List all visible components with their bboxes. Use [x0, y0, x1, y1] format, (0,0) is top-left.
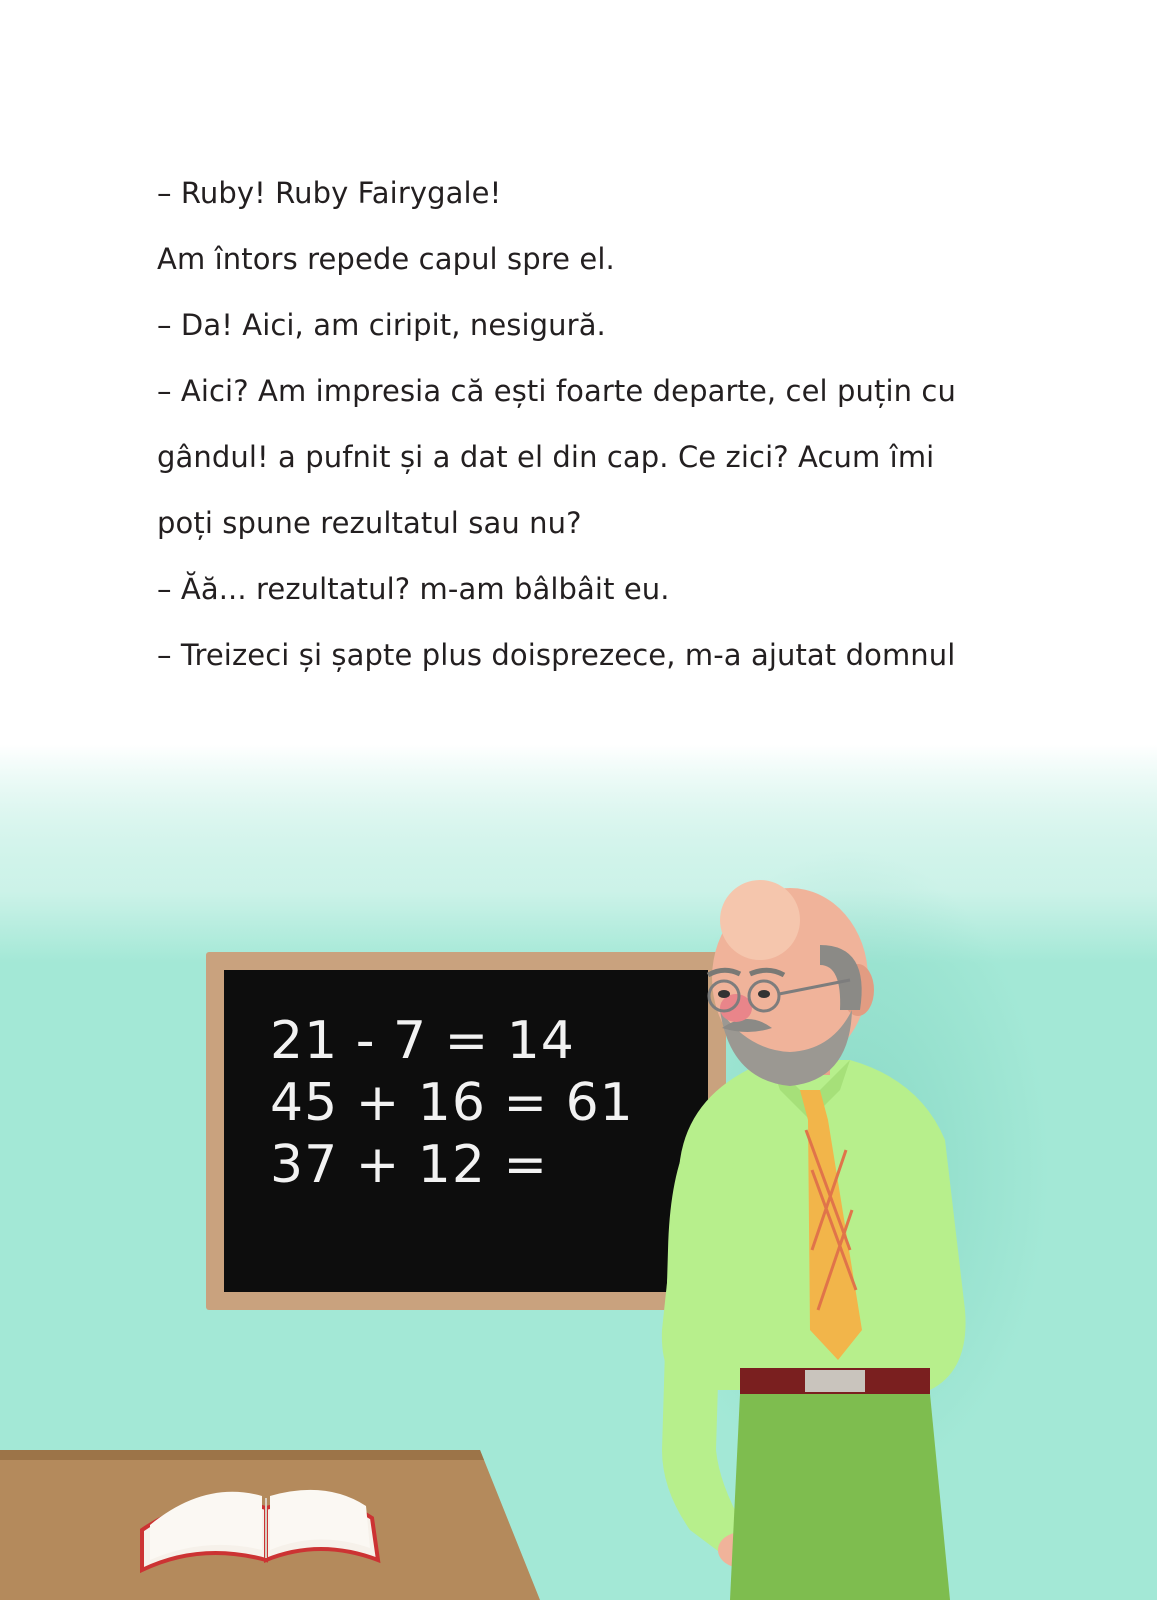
story-line: – Treizeci și șapte plus doisprezece, m-a ajutat domnul — [157, 638, 956, 672]
classroom-illustration — [0, 690, 1157, 1600]
story-line: – Ăă... rezultatul? m-am bâlbâit eu. — [157, 572, 670, 606]
blackboard — [206, 952, 726, 1310]
equation-1: 21 - 7 = 14 — [270, 1011, 575, 1071]
story-line: Am întors repede capul spre el. — [157, 242, 615, 276]
story-line: gândul! a pufnit și a dat el din cap. Ce zici? Acum îmi — [157, 440, 935, 474]
equation-3: 37 + 12 = — [270, 1135, 549, 1195]
story-line: – Aici? Am impresia că ești foarte departe, cel puțin cu — [157, 374, 956, 408]
story-line: poți spune rezultatul sau nu? — [157, 506, 582, 540]
story-line: – Da! Aici, am ciripit, nesigură. — [157, 308, 606, 342]
story-line: – Ruby! Ruby Fairygale! — [157, 176, 502, 210]
equation-2: 45 + 16 = 61 — [270, 1073, 634, 1133]
story-text — [157, 160, 977, 688]
